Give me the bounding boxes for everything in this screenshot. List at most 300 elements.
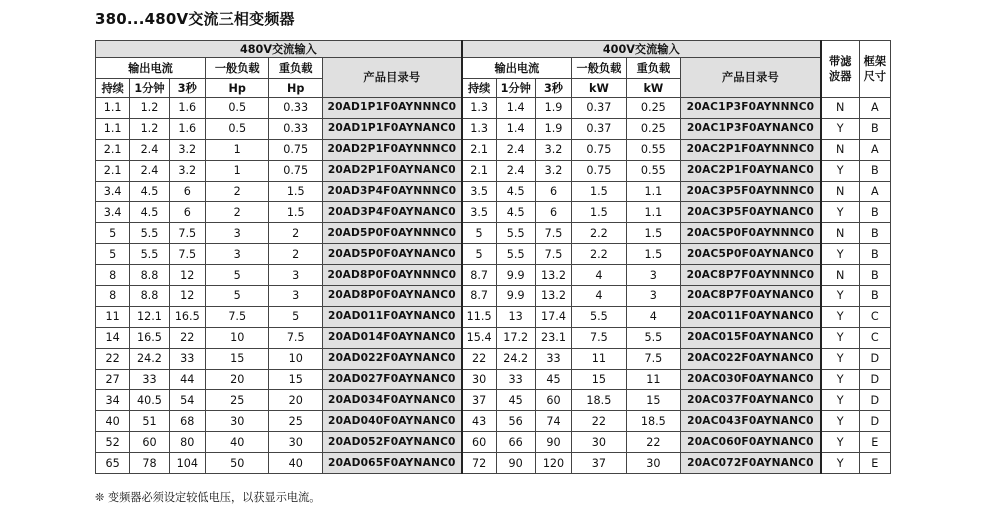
cell-frame: B bbox=[859, 265, 890, 286]
cell-cont-480: 8 bbox=[96, 286, 130, 307]
cell-hp-normal: 1 bbox=[205, 160, 269, 181]
cell-hp-normal: 1 bbox=[205, 139, 269, 160]
cell-hp-normal: 3 bbox=[205, 244, 269, 265]
cell-kw-heavy: 3 bbox=[626, 286, 680, 307]
cell-cont-480: 52 bbox=[96, 432, 130, 453]
cell-kw-normal: 22 bbox=[572, 411, 626, 432]
cell-cont-400: 60 bbox=[462, 432, 496, 453]
cell-1min-480: 2.4 bbox=[130, 139, 169, 160]
cell-3sec-400: 33 bbox=[535, 348, 571, 369]
cell-cont-400: 5 bbox=[462, 244, 496, 265]
header-3sec-400: 3秒 bbox=[535, 79, 571, 98]
cell-catalog-480: 20AD052F0AYNANC0 bbox=[322, 432, 461, 453]
cell-3sec-400: 13.2 bbox=[535, 265, 571, 286]
table-row bbox=[96, 139, 891, 160]
cell-catalog-400: 20AC2P1F0AYNANC0 bbox=[681, 160, 821, 181]
cell-1min-480: 1.2 bbox=[130, 98, 169, 119]
cell-cont-400: 22 bbox=[462, 348, 496, 369]
table-row bbox=[96, 286, 891, 307]
cell-cont-480: 3.4 bbox=[96, 181, 130, 202]
cell-filter: Y bbox=[821, 160, 859, 181]
cell-cont-400: 15.4 bbox=[462, 327, 496, 348]
cell-kw-heavy: 1.5 bbox=[626, 223, 680, 244]
cell-cont-400: 30 bbox=[462, 369, 496, 390]
cell-3sec-400: 6 bbox=[535, 202, 571, 223]
cell-catalog-480: 20AD2P1F0AYNANC0 bbox=[322, 160, 461, 181]
cell-catalog-480: 20AD5P0F0AYNANC0 bbox=[322, 244, 461, 265]
cell-frame: E bbox=[859, 453, 890, 474]
cell-cont-400: 72 bbox=[462, 453, 496, 474]
header-heavy-duty-480: 重负载 bbox=[269, 58, 322, 79]
cell-cont-400: 2.1 bbox=[462, 139, 496, 160]
table-row bbox=[96, 118, 891, 139]
cell-catalog-480: 20AD2P1F0AYNNNC0 bbox=[322, 139, 461, 160]
cell-1min-400: 2.4 bbox=[496, 160, 535, 181]
cell-1min-400: 24.2 bbox=[496, 348, 535, 369]
cell-kw-heavy: 22 bbox=[626, 432, 680, 453]
cell-kw-normal: 0.37 bbox=[572, 98, 626, 119]
header-kw-normal: kW bbox=[572, 79, 626, 98]
cell-kw-heavy: 0.55 bbox=[626, 160, 680, 181]
table-row bbox=[96, 244, 891, 265]
header-heavy-duty-400: 重负载 bbox=[626, 58, 680, 79]
cell-hp-normal: 3 bbox=[205, 223, 269, 244]
cell-cont-400: 11.5 bbox=[462, 306, 496, 327]
cell-kw-heavy: 0.55 bbox=[626, 139, 680, 160]
cell-kw-normal: 37 bbox=[572, 453, 626, 474]
cell-kw-heavy: 4 bbox=[626, 306, 680, 327]
cell-3sec-480: 3.2 bbox=[169, 139, 205, 160]
cell-3sec-480: 1.6 bbox=[169, 118, 205, 139]
cell-hp-normal: 20 bbox=[205, 369, 269, 390]
cell-kw-normal: 7.5 bbox=[572, 327, 626, 348]
cell-kw-heavy: 15 bbox=[626, 390, 680, 411]
header-hp-heavy: Hp bbox=[269, 79, 322, 98]
cell-catalog-400: 20AC015F0AYNANC0 bbox=[681, 327, 821, 348]
cell-filter: N bbox=[821, 98, 859, 119]
cell-catalog-400: 20AC3P5F0AYNANC0 bbox=[681, 202, 821, 223]
cell-hp-heavy: 3 bbox=[269, 286, 322, 307]
cell-catalog-480: 20AD5P0F0AYNNNC0 bbox=[322, 223, 461, 244]
cell-filter: N bbox=[821, 181, 859, 202]
header-normal-duty-400: 一般负载 bbox=[572, 58, 626, 79]
cell-3sec-480: 68 bbox=[169, 411, 205, 432]
cell-kw-heavy: 7.5 bbox=[626, 348, 680, 369]
cell-cont-480: 34 bbox=[96, 390, 130, 411]
cell-kw-heavy: 0.25 bbox=[626, 118, 680, 139]
cell-1min-400: 90 bbox=[496, 453, 535, 474]
table-row bbox=[96, 223, 891, 244]
cell-frame: D bbox=[859, 411, 890, 432]
header-3sec-480: 3秒 bbox=[169, 79, 205, 98]
cell-cont-400: 1.3 bbox=[462, 118, 496, 139]
cell-1min-480: 8.8 bbox=[130, 286, 169, 307]
table-body bbox=[96, 98, 891, 474]
cell-catalog-400: 20AC022F0AYNANC0 bbox=[681, 348, 821, 369]
cell-1min-400: 9.9 bbox=[496, 265, 535, 286]
cell-kw-normal: 30 bbox=[572, 432, 626, 453]
cell-hp-normal: 25 bbox=[205, 390, 269, 411]
cell-1min-400: 13 bbox=[496, 306, 535, 327]
cell-catalog-480: 20AD8P0F0AYNANC0 bbox=[322, 286, 461, 307]
cell-frame: A bbox=[859, 139, 890, 160]
cell-catalog-400: 20AC5P0F0AYNANC0 bbox=[681, 244, 821, 265]
cell-cont-480: 27 bbox=[96, 369, 130, 390]
cell-1min-480: 5.5 bbox=[130, 223, 169, 244]
cell-3sec-400: 13.2 bbox=[535, 286, 571, 307]
cell-1min-400: 1.4 bbox=[496, 98, 535, 119]
cell-hp-normal: 5 bbox=[205, 265, 269, 286]
cell-catalog-480: 20AD022F0AYNANC0 bbox=[322, 348, 461, 369]
group-400v: 400V交流输入 bbox=[462, 41, 821, 58]
cell-catalog-480: 20AD011F0AYNANC0 bbox=[322, 306, 461, 327]
cell-cont-480: 2.1 bbox=[96, 160, 130, 181]
cell-3sec-400: 1.9 bbox=[535, 118, 571, 139]
footnote: ❊ 变频器必须设定较低电压，以获显示电流。 bbox=[95, 491, 321, 504]
cell-catalog-400: 20AC011F0AYNANC0 bbox=[681, 306, 821, 327]
cell-cont-400: 8.7 bbox=[462, 286, 496, 307]
cell-catalog-480: 20AD1P1F0AYNANC0 bbox=[322, 118, 461, 139]
cell-catalog-480: 20AD8P0F0AYNNNC0 bbox=[322, 265, 461, 286]
header-normal-duty-480: 一般负载 bbox=[205, 58, 269, 79]
cell-catalog-400: 20AC043F0AYNANC0 bbox=[681, 411, 821, 432]
cell-cont-480: 40 bbox=[96, 411, 130, 432]
cell-hp-heavy: 2 bbox=[269, 244, 322, 265]
cell-hp-heavy: 2 bbox=[269, 223, 322, 244]
cell-frame: B bbox=[859, 160, 890, 181]
cell-kw-heavy: 3 bbox=[626, 265, 680, 286]
cell-frame: B bbox=[859, 244, 890, 265]
cell-3sec-480: 3.2 bbox=[169, 160, 205, 181]
cell-3sec-400: 74 bbox=[535, 411, 571, 432]
cell-3sec-400: 3.2 bbox=[535, 160, 571, 181]
cell-kw-heavy: 30 bbox=[626, 453, 680, 474]
cell-3sec-480: 12 bbox=[169, 265, 205, 286]
cell-catalog-480: 20AD1P1F0AYNNNC0 bbox=[322, 98, 461, 119]
cell-3sec-480: 44 bbox=[169, 369, 205, 390]
cell-cont-400: 43 bbox=[462, 411, 496, 432]
cell-1min-480: 51 bbox=[130, 411, 169, 432]
cell-filter: N bbox=[821, 223, 859, 244]
cell-catalog-400: 20AC072F0AYNANC0 bbox=[681, 453, 821, 474]
cell-hp-normal: 2 bbox=[205, 181, 269, 202]
header-filter bbox=[821, 41, 859, 98]
cell-1min-480: 33 bbox=[130, 369, 169, 390]
cell-3sec-400: 120 bbox=[535, 453, 571, 474]
header-hp-normal: Hp bbox=[205, 79, 269, 98]
cell-filter: N bbox=[821, 265, 859, 286]
cell-hp-heavy: 3 bbox=[269, 265, 322, 286]
cell-cont-400: 37 bbox=[462, 390, 496, 411]
cell-1min-480: 2.4 bbox=[130, 160, 169, 181]
cell-frame: E bbox=[859, 432, 890, 453]
cell-1min-400: 56 bbox=[496, 411, 535, 432]
cell-catalog-400: 20AC2P1F0AYNNNC0 bbox=[681, 139, 821, 160]
cell-kw-heavy: 1.1 bbox=[626, 202, 680, 223]
header-catalog-480: 产品目录号 bbox=[322, 58, 461, 98]
table-row bbox=[96, 265, 891, 286]
cell-kw-normal: 15 bbox=[572, 369, 626, 390]
cell-frame: B bbox=[859, 202, 890, 223]
cell-cont-480: 1.1 bbox=[96, 118, 130, 139]
cell-1min-480: 60 bbox=[130, 432, 169, 453]
cell-kw-heavy: 18.5 bbox=[626, 411, 680, 432]
cell-3sec-480: 12 bbox=[169, 286, 205, 307]
cell-kw-normal: 0.75 bbox=[572, 139, 626, 160]
cell-3sec-480: 6 bbox=[169, 181, 205, 202]
cell-filter: Y bbox=[821, 411, 859, 432]
cell-filter: Y bbox=[821, 369, 859, 390]
cell-frame: C bbox=[859, 327, 890, 348]
cell-hp-heavy: 1.5 bbox=[269, 181, 322, 202]
cell-3sec-400: 60 bbox=[535, 390, 571, 411]
cell-cont-400: 5 bbox=[462, 223, 496, 244]
cell-3sec-400: 7.5 bbox=[535, 244, 571, 265]
cell-kw-normal: 18.5 bbox=[572, 390, 626, 411]
cell-cont-480: 1.1 bbox=[96, 98, 130, 119]
cell-catalog-480: 20AD034F0AYNANC0 bbox=[322, 390, 461, 411]
cell-frame: D bbox=[859, 348, 890, 369]
cell-hp-normal: 7.5 bbox=[205, 306, 269, 327]
cell-frame: A bbox=[859, 181, 890, 202]
cell-hp-normal: 10 bbox=[205, 327, 269, 348]
cell-filter: Y bbox=[821, 390, 859, 411]
cell-1min-480: 78 bbox=[130, 453, 169, 474]
cell-frame: C bbox=[859, 306, 890, 327]
cell-3sec-480: 22 bbox=[169, 327, 205, 348]
cell-hp-heavy: 0.75 bbox=[269, 139, 322, 160]
cell-3sec-400: 23.1 bbox=[535, 327, 571, 348]
cell-1min-400: 5.5 bbox=[496, 223, 535, 244]
cell-1min-480: 8.8 bbox=[130, 265, 169, 286]
group-480v: 480V交流输入 bbox=[96, 41, 462, 58]
cell-cont-400: 2.1 bbox=[462, 160, 496, 181]
cell-catalog-480: 20AD040F0AYNANC0 bbox=[322, 411, 461, 432]
cell-1min-480: 1.2 bbox=[130, 118, 169, 139]
cell-3sec-480: 104 bbox=[169, 453, 205, 474]
cell-catalog-480: 20AD027F0AYNANC0 bbox=[322, 369, 461, 390]
cell-cont-400: 8.7 bbox=[462, 265, 496, 286]
cell-hp-normal: 0.5 bbox=[205, 118, 269, 139]
header-cont-480: 持续 bbox=[96, 79, 130, 98]
cell-1min-400: 33 bbox=[496, 369, 535, 390]
cell-frame: A bbox=[859, 98, 890, 119]
cell-cont-400: 3.5 bbox=[462, 202, 496, 223]
cell-hp-normal: 5 bbox=[205, 286, 269, 307]
header-frame-label: 框架 尺寸 bbox=[863, 55, 887, 83]
cell-hp-normal: 50 bbox=[205, 453, 269, 474]
cell-filter: Y bbox=[821, 306, 859, 327]
table-row bbox=[96, 348, 891, 369]
cell-kw-normal: 4 bbox=[572, 265, 626, 286]
cell-3sec-400: 1.9 bbox=[535, 98, 571, 119]
cell-hp-normal: 15 bbox=[205, 348, 269, 369]
header-output-current-480: 输出电流 bbox=[96, 58, 206, 79]
cell-cont-480: 3.4 bbox=[96, 202, 130, 223]
cell-1min-480: 40.5 bbox=[130, 390, 169, 411]
cell-kw-normal: 0.37 bbox=[572, 118, 626, 139]
cell-1min-400: 2.4 bbox=[496, 139, 535, 160]
cell-hp-heavy: 10 bbox=[269, 348, 322, 369]
cell-kw-heavy: 1.1 bbox=[626, 181, 680, 202]
table-row bbox=[96, 327, 891, 348]
header-1min-400: 1分钟 bbox=[496, 79, 535, 98]
header-filter-label: 带滤 波器 bbox=[829, 55, 852, 83]
table-row bbox=[96, 411, 891, 432]
cell-kw-normal: 1.5 bbox=[572, 202, 626, 223]
cell-1min-400: 17.2 bbox=[496, 327, 535, 348]
cell-catalog-400: 20AC5P0F0AYNNNC0 bbox=[681, 223, 821, 244]
cell-hp-normal: 2 bbox=[205, 202, 269, 223]
cell-filter: Y bbox=[821, 327, 859, 348]
table-row bbox=[96, 453, 891, 474]
table-row bbox=[96, 202, 891, 223]
header-frame bbox=[859, 41, 890, 98]
cell-hp-heavy: 0.33 bbox=[269, 98, 322, 119]
cell-catalog-480: 20AD3P4F0AYNNNC0 bbox=[322, 181, 461, 202]
header-catalog-400: 产品目录号 bbox=[681, 58, 821, 98]
header-1min-480: 1分钟 bbox=[130, 79, 169, 98]
cell-hp-normal: 40 bbox=[205, 432, 269, 453]
table-row bbox=[96, 160, 891, 181]
cell-kw-normal: 5.5 bbox=[572, 306, 626, 327]
table-row bbox=[96, 369, 891, 390]
page-title: 380...480V交流三相变频器 bbox=[95, 10, 295, 28]
cell-filter: Y bbox=[821, 348, 859, 369]
cell-kw-normal: 0.75 bbox=[572, 160, 626, 181]
cell-3sec-480: 6 bbox=[169, 202, 205, 223]
cell-1min-400: 5.5 bbox=[496, 244, 535, 265]
header-cont-400: 持续 bbox=[462, 79, 496, 98]
cell-catalog-400: 20AC3P5F0AYNNNC0 bbox=[681, 181, 821, 202]
cell-hp-heavy: 1.5 bbox=[269, 202, 322, 223]
cell-cont-480: 5 bbox=[96, 223, 130, 244]
cell-hp-normal: 30 bbox=[205, 411, 269, 432]
cell-catalog-400: 20AC060F0AYNANC0 bbox=[681, 432, 821, 453]
cell-catalog-400: 20AC037F0AYNANC0 bbox=[681, 390, 821, 411]
cell-catalog-400: 20AC1P3F0AYNNNC0 bbox=[681, 98, 821, 119]
cell-3sec-480: 7.5 bbox=[169, 223, 205, 244]
cell-1min-400: 9.9 bbox=[496, 286, 535, 307]
cell-hp-heavy: 0.75 bbox=[269, 160, 322, 181]
cell-filter: Y bbox=[821, 202, 859, 223]
cell-frame: B bbox=[859, 286, 890, 307]
cell-catalog-400: 20AC1P3F0AYNANC0 bbox=[681, 118, 821, 139]
spec-table-container bbox=[95, 40, 891, 474]
cell-1min-400: 4.5 bbox=[496, 181, 535, 202]
cell-3sec-480: 16.5 bbox=[169, 306, 205, 327]
cell-cont-480: 2.1 bbox=[96, 139, 130, 160]
cell-catalog-400: 20AC8P7F0AYNNNC0 bbox=[681, 265, 821, 286]
cell-catalog-400: 20AC8P7F0AYNANC0 bbox=[681, 286, 821, 307]
cell-hp-normal: 0.5 bbox=[205, 98, 269, 119]
cell-1min-480: 24.2 bbox=[130, 348, 169, 369]
table-row bbox=[96, 432, 891, 453]
cell-1min-400: 4.5 bbox=[496, 202, 535, 223]
cell-3sec-400: 45 bbox=[535, 369, 571, 390]
cell-1min-480: 4.5 bbox=[130, 202, 169, 223]
cell-kw-normal: 1.5 bbox=[572, 181, 626, 202]
cell-frame: D bbox=[859, 369, 890, 390]
cell-1min-480: 4.5 bbox=[130, 181, 169, 202]
cell-1min-400: 66 bbox=[496, 432, 535, 453]
cell-frame: D bbox=[859, 390, 890, 411]
cell-cont-400: 3.5 bbox=[462, 181, 496, 202]
cell-filter: Y bbox=[821, 118, 859, 139]
cell-filter: Y bbox=[821, 432, 859, 453]
cell-1min-480: 16.5 bbox=[130, 327, 169, 348]
cell-cont-480: 8 bbox=[96, 265, 130, 286]
cell-catalog-400: 20AC030F0AYNANC0 bbox=[681, 369, 821, 390]
cell-filter: Y bbox=[821, 244, 859, 265]
cell-catalog-480: 20AD065F0AYNANC0 bbox=[322, 453, 461, 474]
cell-3sec-400: 17.4 bbox=[535, 306, 571, 327]
cell-kw-heavy: 0.25 bbox=[626, 98, 680, 119]
cell-kw-heavy: 1.5 bbox=[626, 244, 680, 265]
cell-filter: Y bbox=[821, 286, 859, 307]
cell-hp-heavy: 20 bbox=[269, 390, 322, 411]
cell-cont-480: 5 bbox=[96, 244, 130, 265]
header-output-current-400: 输出电流 bbox=[462, 58, 572, 79]
cell-kw-heavy: 5.5 bbox=[626, 327, 680, 348]
cell-3sec-480: 54 bbox=[169, 390, 205, 411]
cell-1min-480: 5.5 bbox=[130, 244, 169, 265]
cell-3sec-400: 3.2 bbox=[535, 139, 571, 160]
drive-spec-table bbox=[95, 40, 891, 474]
cell-kw-normal: 4 bbox=[572, 286, 626, 307]
cell-frame: B bbox=[859, 223, 890, 244]
cell-3sec-400: 90 bbox=[535, 432, 571, 453]
cell-3sec-480: 80 bbox=[169, 432, 205, 453]
cell-hp-heavy: 25 bbox=[269, 411, 322, 432]
cell-filter: Y bbox=[821, 453, 859, 474]
cell-hp-heavy: 30 bbox=[269, 432, 322, 453]
cell-3sec-400: 7.5 bbox=[535, 223, 571, 244]
cell-catalog-480: 20AD014F0AYNANC0 bbox=[322, 327, 461, 348]
cell-filter: N bbox=[821, 139, 859, 160]
cell-1min-400: 45 bbox=[496, 390, 535, 411]
cell-hp-heavy: 0.33 bbox=[269, 118, 322, 139]
cell-kw-normal: 2.2 bbox=[572, 223, 626, 244]
table-row bbox=[96, 306, 891, 327]
cell-kw-normal: 11 bbox=[572, 348, 626, 369]
cell-kw-normal: 2.2 bbox=[572, 244, 626, 265]
cell-cont-480: 22 bbox=[96, 348, 130, 369]
cell-catalog-480: 20AD3P4F0AYNANC0 bbox=[322, 202, 461, 223]
cell-cont-480: 65 bbox=[96, 453, 130, 474]
table-header bbox=[96, 41, 891, 98]
table-row bbox=[96, 390, 891, 411]
cell-1min-480: 12.1 bbox=[130, 306, 169, 327]
cell-3sec-480: 33 bbox=[169, 348, 205, 369]
header-kw-heavy: kW bbox=[626, 79, 680, 98]
cell-cont-400: 1.3 bbox=[462, 98, 496, 119]
cell-hp-heavy: 5 bbox=[269, 306, 322, 327]
cell-hp-heavy: 15 bbox=[269, 369, 322, 390]
cell-cont-480: 14 bbox=[96, 327, 130, 348]
cell-cont-480: 11 bbox=[96, 306, 130, 327]
table-row bbox=[96, 98, 891, 119]
cell-hp-heavy: 7.5 bbox=[269, 327, 322, 348]
cell-1min-400: 1.4 bbox=[496, 118, 535, 139]
cell-kw-heavy: 11 bbox=[626, 369, 680, 390]
cell-hp-heavy: 40 bbox=[269, 453, 322, 474]
cell-3sec-400: 6 bbox=[535, 181, 571, 202]
cell-3sec-480: 1.6 bbox=[169, 98, 205, 119]
cell-3sec-480: 7.5 bbox=[169, 244, 205, 265]
cell-frame: B bbox=[859, 118, 890, 139]
table-row bbox=[96, 181, 891, 202]
